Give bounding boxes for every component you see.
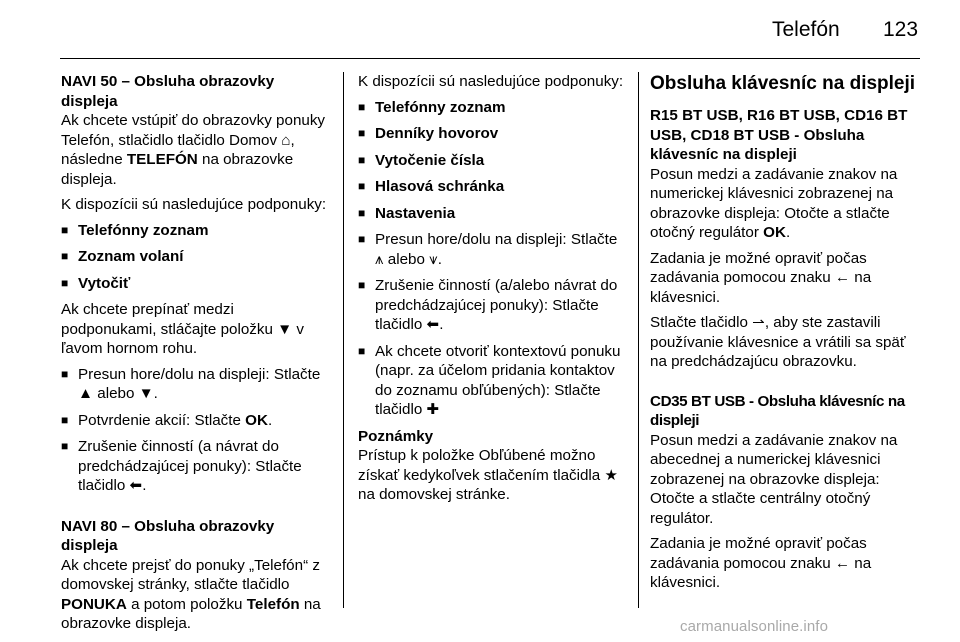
- sub1-paragraph-2: Zadania je možné opraviť počas zadávania pomocou znaku ← na klávesnici.: [650, 249, 872, 306]
- page-title: Telefón: [772, 18, 840, 41]
- list-item: ■ Vytočenie čísla: [358, 151, 626, 171]
- navi50-heading: NAVI 50 – Obsluha obrazovky displeja: [61, 73, 275, 110]
- list-item: ■ Zoznam volaní: [61, 247, 333, 267]
- submenu-intro: K dispozícii sú nasledujúce podponuky:: [358, 73, 624, 90]
- list-item: ■ Potvrdenie akcií: Stlačte OK.: [61, 411, 333, 431]
- list-item: ■ Denníky hovorov: [358, 124, 626, 144]
- page-number: 123: [883, 18, 919, 41]
- submenu-intro: K dispozícii sú nasledujúce podponuky:: [61, 196, 327, 213]
- sub1-heading: R15 BT USB, R16 BT USB, CD16 BT USB, CD18 BT USB - Obsluha klávesníc na displeji: [650, 107, 908, 163]
- sub2-heading: CD35 BT USB - Obsluha klávesníc na displeji: [650, 392, 905, 429]
- home-icon: ⌂: [281, 131, 291, 149]
- column-1: [61, 72, 333, 640]
- note-text: Prístup k položke Obľúbené možno získať kedykoľvek stlačením tlačidla ★ na domovskej stránke.: [358, 447, 619, 503]
- sub1-paragraph-3: Stlačte tlačidlo ⇀, aby ste zastavili používanie klávesnice a vrátili sa späť na predchádzajúcu obrazovku.: [650, 314, 906, 370]
- list-item: ■ Zrušenie činností (a/alebo návrat do predchádzajúcej ponuky): Stlačte tlačidlo ⬅.: [358, 276, 626, 335]
- list-item: ■ Zrušenie činností (a návrat do predchádzajúcej ponuky): Stlačte tlačidlo ⬅.: [61, 437, 333, 496]
- list-item: ■ Nastavenia: [358, 204, 626, 224]
- list-item: ■ Telefónny zoznam: [61, 221, 333, 241]
- switch-text: Ak chcete prepínať medzi podponukami, stláčajte položku ▼ v ľavom hornom rohu.: [61, 301, 304, 357]
- note-title: Poznámky: [358, 427, 434, 445]
- list-item: ■ Ak chcete otvoriť kontextovú ponuku (napr. za účelom pridania kontaktov do zoznamu obľúbených): Stlačte tlačidlo ✚: [358, 342, 626, 420]
- list-item: ■ Presun hore/dolu na displeji: Stlačte ⩚ alebo ⩛.: [358, 230, 626, 269]
- navi80-heading: NAVI 80 – Obsluha obrazovky displeja: [61, 517, 275, 554]
- list-item: ■ Hlasová schránka: [358, 177, 626, 197]
- sub1-paragraph-1: Posun medzi a zadávanie znakov na numerickej klávesnici zobrazenej na obrazovke displeja: Otočte a stlačte otočný regulátor OK.: [650, 165, 898, 241]
- operation-list: [61, 365, 333, 496]
- navi80-text: Ak chcete prejsť do ponuky „Telefón“ z domovskej stránky, stlačte tlačidlo PONUKA a potom položku Telefón na obrazovke displeja.: [61, 556, 321, 632]
- column-divider-2: [638, 72, 639, 608]
- sub2-paragraph-2: Zadania je možné opraviť počas zadávania pomocou znaku ← na klávesnici.: [650, 535, 872, 591]
- watermark: carmanualsonline.info: [680, 618, 829, 635]
- navi50-intro: Ak chcete vstúpiť do obrazovky ponuky Telefón, stlačidlo tlačidlo Domov ⌂, následne TELEFÓN na obrazovke displeja.: [61, 112, 326, 188]
- page-header: [0, 0, 960, 60]
- submenu-list: [358, 98, 626, 420]
- column-2: [358, 72, 626, 511]
- column-divider-1: [343, 72, 344, 608]
- list-item: ■ Vytočiť: [61, 274, 333, 294]
- submenu-list: [61, 221, 333, 294]
- list-item: ■ Telefónny zoznam: [358, 98, 626, 118]
- section-title: Obsluha klávesníc na displeji: [650, 73, 916, 94]
- list-item: ■ Presun hore/dolu na displeji: Stlačte ▲ alebo ▼.: [61, 365, 333, 404]
- header-divider: [60, 58, 920, 59]
- column-3: [650, 72, 925, 599]
- sub2-paragraph-1: Posun medzi a zadávanie znakov na abecednej a numerickej klávesnici zobrazenej na obrazovke displeja: Otočte a stlačte centrálny otočný regulátor.: [650, 431, 898, 527]
